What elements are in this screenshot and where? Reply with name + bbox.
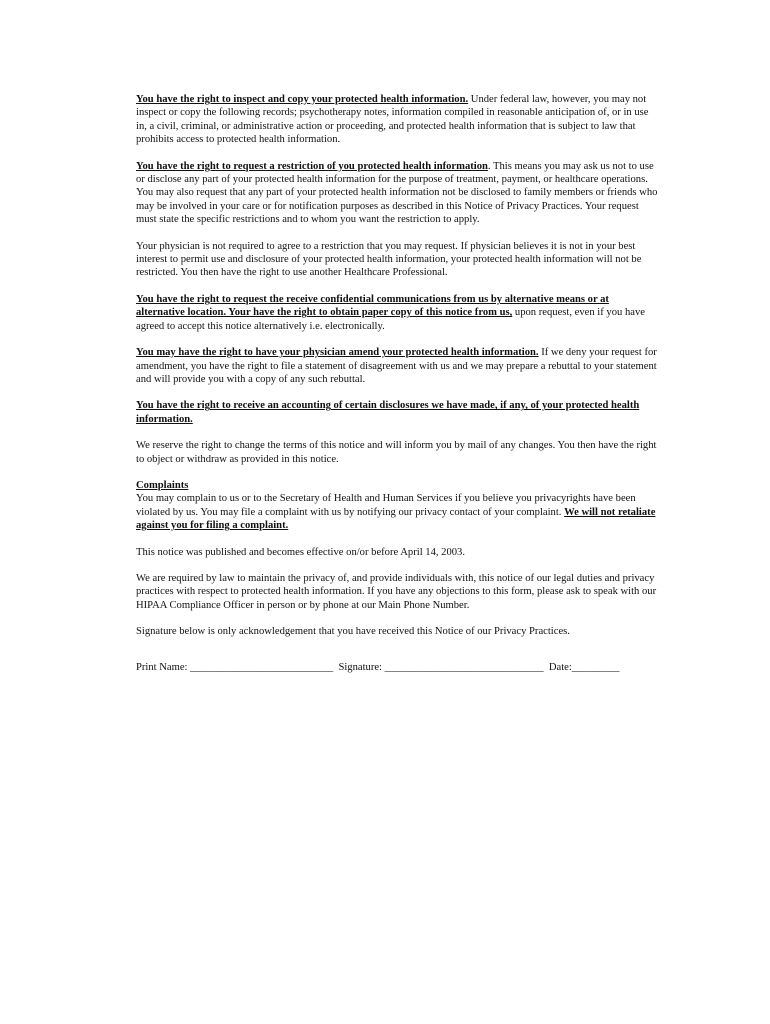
heading-accounting: You have the right to receive an accounting of certain disclosures we have made, if any, of your protected health information. bbox=[136, 400, 640, 425]
date-field[interactable]: Date:_________ bbox=[548, 661, 620, 673]
text-amend: If we deny your request for amendment, you have the right to file a statement of disagreement with us and we may prepare a rebuttal to your statement and will provide you with a copy of any such rebuttal. bbox=[136, 347, 657, 385]
print-name-field[interactable]: Print Name: ___________________________ bbox=[136, 661, 339, 673]
paragraph-inspect-copy bbox=[136, 93, 660, 147]
text-complaints: You may complain to us or to the Secretary of Health and Human Services if you believe you privacyrights have been violated by us. You may file a complaint with us by notifying our privacy contact of your complaint. bbox=[136, 493, 636, 518]
paragraph-complaints bbox=[136, 479, 660, 533]
paragraph-confidential-communications bbox=[136, 293, 660, 333]
text-confidential-communications: upon request, even if you have agreed to accept this notice alternatively i.e. electronically. bbox=[136, 307, 645, 332]
heading-complaints: Complaints bbox=[136, 479, 189, 491]
paragraph-acknowledgement: Signature below is only acknowledgement that you have received this Notice of our Privacy Practices. bbox=[136, 626, 570, 638]
paragraph-accounting bbox=[136, 399, 660, 426]
paragraph-physician-not-required: Your physician is not required to agree to a restriction that you may request. If physician believes it is not in your best interest to permit use and disclosure of your protected health information, your protected health information will not be restricted. You then have the right to use another Healthcare Professional. bbox=[136, 240, 642, 279]
paragraph-legal-duties: We are required by law to maintain the privacy of, and provide individuals with, this notice of our legal duties and privacy practices with respect to protected health information. If you have any objections to this form, please ask to speak with our HIPAA Compliance Officer in person or by phone at our Main Phone Number. bbox=[136, 572, 657, 611]
text-inspect-copy: Under federal law, however, you may not inspect or copy the following records; psychotherapy notes, information compiled in reasonable anticipation of, or in use in, a civil, criminal, or administrative action or proceeding, and protected health information that is subject to law that prohibits access to protected health information. bbox=[136, 94, 649, 146]
privacy-notice-body bbox=[136, 93, 660, 674]
heading-request-restriction: You have the right to request a restriction of you protected health information bbox=[136, 160, 488, 172]
paragraph-request-restriction bbox=[136, 160, 660, 227]
text-request-restriction: . This means you may ask us not to use or disclose any part of your protected health information for the purpose of treatment, payment, or healthcare operations. You may also request that any part of your protected health information not be disclosed to family members or friends who may be involved in your care or for notification purposes as described in this Notice of Privacy Practices. Your request must state the specific restrictions and to whom you want the restriction to apply. bbox=[136, 160, 658, 226]
paragraph-change-terms: We reserve the right to change the terms of this notice and will inform you by mail of any changes. You then have the right to object or withdraw as provided in this notice. bbox=[136, 440, 657, 465]
signature-field[interactable]: Signature: ______________________________ bbox=[338, 661, 549, 673]
paragraph-effective-date: This notice was published and becomes effective on/or before April 14, 2003. bbox=[136, 546, 466, 558]
signature-line bbox=[136, 661, 660, 674]
no-retaliation-statement: We will not retaliate against you for filing a complaint. bbox=[136, 506, 656, 532]
heading-confidential-communications: You have the right to request the receive confidential communications from us by alternative means or at alternative location. Your have the right to obtain paper copy of this notice from us, bbox=[136, 293, 609, 319]
heading-amend: You may have the right to have your physician amend your protected health information. bbox=[136, 347, 539, 359]
heading-inspect-copy: You have the right to inspect and copy your protected health information. bbox=[136, 94, 469, 105]
paragraph-amend bbox=[136, 346, 660, 386]
